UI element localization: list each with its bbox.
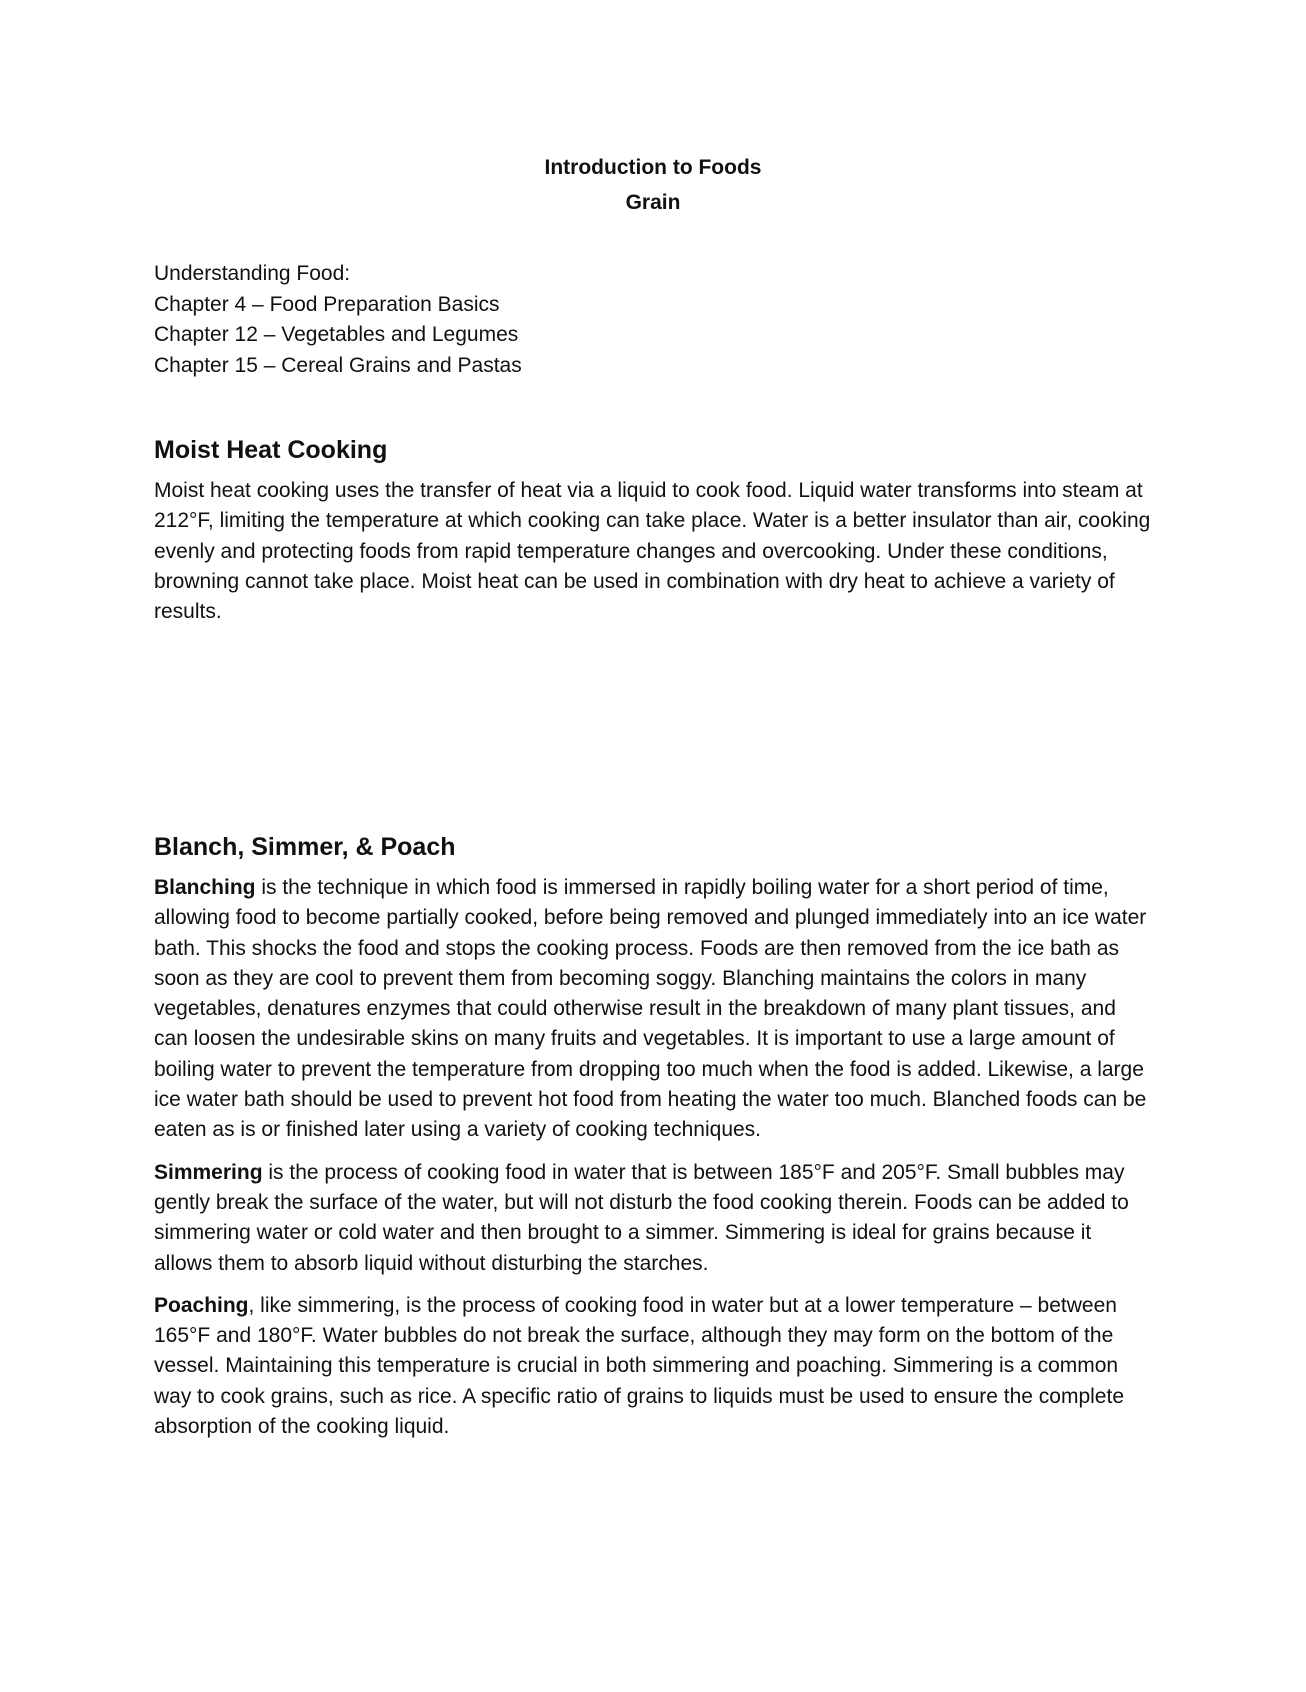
section-paragraph: Moist heat cooking uses the transfer of heat via a liquid to cook food. Liquid water transforms into steam at 212°F, limiting the temperature at which cooking can take place. Water is a better insulator than air, cooking evenly and protecting foods from rapid temperature changes and overcooking. Under these conditions, browning cannot take place. Moist heat can be used in combination with dry heat to achieve a variety of results. <box>154 479 1151 624</box>
document-title: Introduction to Foods <box>544 156 762 179</box>
term-simmering: Simmering <box>154 1160 263 1184</box>
reference-chapter: Chapter 12 – Vegetables and Legumes <box>154 323 519 346</box>
poaching-paragraph <box>154 1291 1154 1442</box>
simmering-paragraph <box>154 1158 1154 1279</box>
blanch-simmer-poach-section <box>154 831 1154 1454</box>
poaching-text: , like simmering, is the process of cooking food in water but at a lower temperature – between 165°F and 180°F. Water bubbles do not break the surface, although they may form on the bottom of the vessel. Maintaining this temperature is crucial in both simmering and poaching. Simmering is a common way to cook grains, such as rice. A specific ratio of grains to liquids must be used to ensure the complete absorption of the cooking liquid. <box>154 1293 1124 1439</box>
term-poaching: Poaching <box>154 1293 249 1317</box>
term-blanching: Blanching <box>154 876 256 899</box>
simmering-text: is the process of cooking food in water that is between 185°F and 205°F. Small bubbles may gently break the surface of the water, but will not disturb the food cooking therein. Foods can be added to simmering water or cold water and then brought to a simmer. Simmering is ideal for grains because it allows them to absorb liquid without disturbing the starches. <box>154 1160 1129 1275</box>
reference-chapter: Chapter 4 – Food Preparation Basics <box>154 292 500 316</box>
moist-heat-section <box>154 434 1154 639</box>
reference-chapter: Chapter 15 – Cereal Grains and Pastas <box>154 353 522 377</box>
blanching-paragraph <box>154 873 1154 1146</box>
blanching-text: is the technique in which food is immersed in rapidly boiling water for a short period of time, allowing food to become partially cooked, before being removed and plunged immediately into an ice water bath. This shocks the food and stops the cooking process. Foods are then removed from the ice bath as soon as they are cool to prevent them from becoming soggy. Blanching maintains the colors in many vegetables, denatures enzymes that could otherwise result in the breakdown of many plant tissues, and can loosen the undesirable skins on many fruits and vegetables. It is important to use a large amount of boiling water to prevent the temperature from dropping too much when the food is added. Likewise, a large ice water bath should be used to prevent hot food from heating the water too much. Blanched foods can be eaten as is or finished later using a variety of cooking techniques. <box>154 876 1147 1142</box>
reference-heading: Understanding Food: <box>154 262 351 285</box>
document-header <box>0 150 1306 220</box>
section-heading: Blanch, Simmer, & Poach <box>154 833 456 861</box>
reference-list <box>154 259 522 381</box>
section-heading: Moist Heat Cooking <box>154 436 388 464</box>
document-subtitle: Grain <box>625 191 681 214</box>
